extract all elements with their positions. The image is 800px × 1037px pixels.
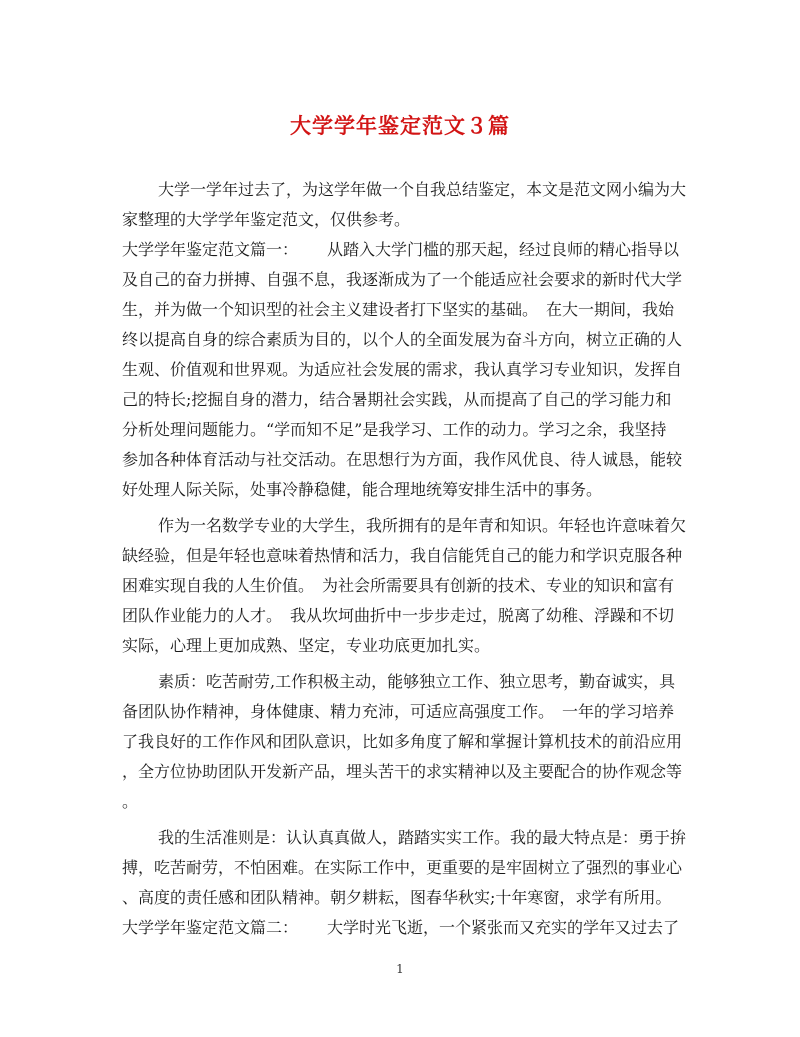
paragraph3-line: 了我良好的工作作风和团队意识，比如多角度了解和掌握计算机技术的前沿应用 <box>122 732 683 751</box>
page-number: 1 <box>396 962 404 976</box>
paragraph3-line: 备团队协作精神，身体健康、精力充沛，可适应高强度工作。 一年的学习培养 <box>122 702 675 721</box>
article1-line: 参加各种体育活动与社交活动。在思想行为方面，我作风优良、待人诚恳，能较 <box>122 450 683 469</box>
paragraph4-line: 搏，吃苦耐劳，不怕困难。在实际工作中，更重要的是牢固树立了强烈的事业心 <box>122 858 683 877</box>
article1-line: 好处理人际关际，处事冷静稳健，能合理地统筹安排生活中的事务。 <box>122 480 603 499</box>
article1-line: 终以提高自身的综合素质为目的，以个人的全面发展为奋斗方向，树立正确的人 <box>122 330 683 349</box>
article2-heading: 大学学年鉴定范文篇二： <box>122 918 299 937</box>
paragraph2-line: 困难实现自我的人生价值。 为社会所需要具有创新的技术、专业的知识和富有 <box>122 576 675 595</box>
paragraph3-line: 素质：吃苦耐劳,工作积极主动，能够独立工作、独立思考，勤奋诚实，具 <box>158 672 676 691</box>
paragraph4-line: 、高度的责任感和团队精神。朝夕耕耘，图春华秋实;十年寒窗，求学有所用。 <box>122 888 672 907</box>
article1-first-line <box>122 240 679 260</box>
article1-line: 及自己的奋力拼搏、自强不息，我逐渐成为了一个能适应社会要求的新时代大学 <box>122 270 683 289</box>
article2-opening: 大学时光飞逝，一个紧张而又充实的学年又过去了 <box>327 918 680 937</box>
document-title: 大学学年鉴定范文３篇 <box>290 113 510 138</box>
article1-opening: 从踏入大学门槛的那天起，经过良师的精心指导以 <box>327 240 680 259</box>
paragraph3-line: 。 <box>122 792 139 811</box>
article1-line: 生观、价值观和世界观。为适应社会发展的需求，我认真学习专业知识，发挥自 <box>122 360 683 379</box>
paragraph2-line: 作为一名数学专业的大学生，我所拥有的是年青和知识。年轻也许意味着欠 <box>158 516 687 535</box>
article2-first-line <box>122 918 679 938</box>
paragraph2-line: 缺经验，但是年轻也意味着热情和活力，我自信能凭自己的能力和学识克服各种 <box>122 546 683 565</box>
article1-line: 生，并为做一个知识型的社会主义建设者打下坚实的基础。 在大一期间，我始 <box>122 300 675 319</box>
intro-line: 大学一学年过去了，为这学年做一个自我总结鉴定，本文是范文网小编为大 <box>158 180 687 199</box>
article1-line: 分析处理问题能力。“学而知不足”是我学习、工作的动力。学习之余，我坚持 <box>122 420 667 439</box>
article1-line: 己的特长;挖掘自身的潜力，结合暑期社会实践，从而提高了自己的学习能力和 <box>122 390 672 409</box>
intro-line: 家整理的大学学年鉴定范文，仅供参考。 <box>122 210 411 229</box>
paragraph2-line: 实际，心理上更加成熟、坚定，专业功底更加扎实。 <box>122 636 491 655</box>
paragraph2-line: 团队作业能力的人才。 我从坎坷曲折中一步步走过，脱离了幼稚、浮躁和不切 <box>122 606 675 625</box>
paragraph4-line: 我的生活准则是：认认真真做人，踏踏实实工作。我的最大特点是：勇于拚 <box>158 828 687 847</box>
article1-heading: 大学学年鉴定范文篇一： <box>122 240 299 259</box>
paragraph3-line: ，全方位协助团队开发新产品，埋头苦干的求实精神以及主要配合的协作观念等 <box>122 762 683 781</box>
